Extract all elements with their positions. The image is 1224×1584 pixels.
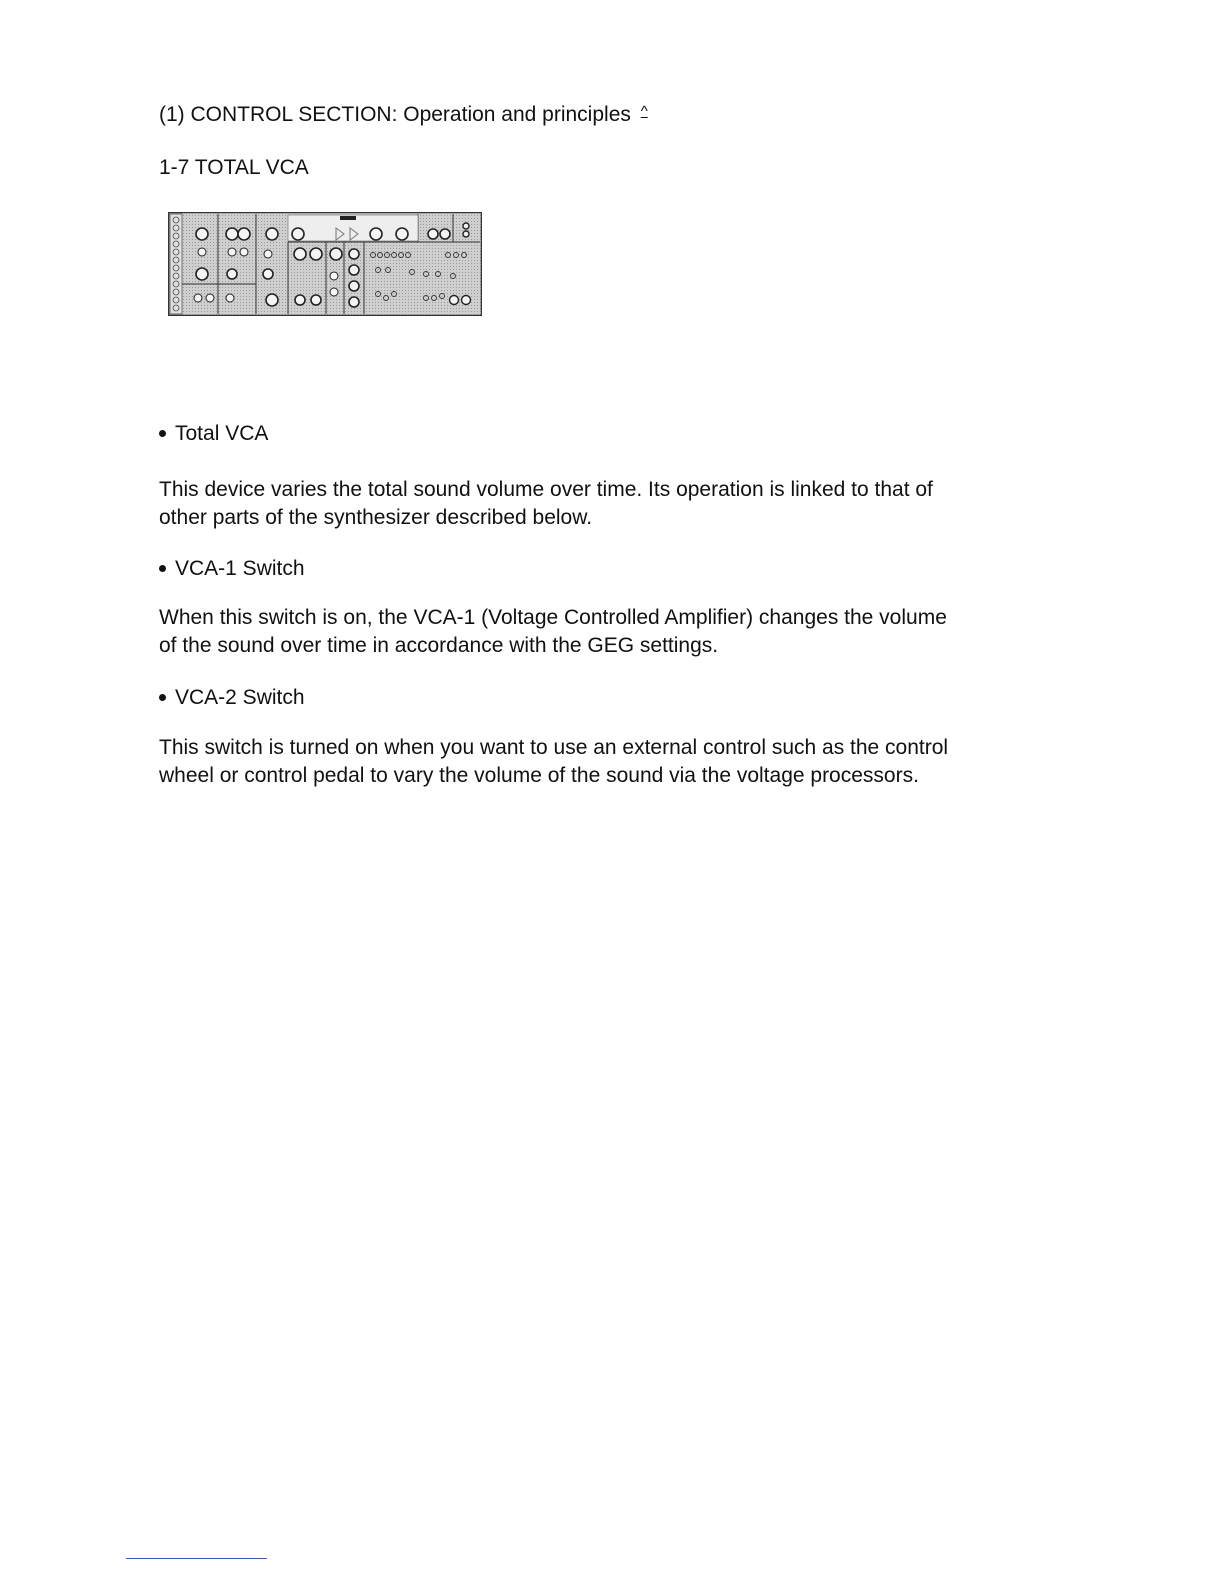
bullet-icon xyxy=(159,565,166,572)
section-title: 1-7 TOTAL VCA xyxy=(159,156,309,179)
description-line: other parts of the synthesizer described below. xyxy=(159,506,593,529)
page-title: (1) CONTROL SECTION: Operation and principles xyxy=(159,103,631,126)
synth-panel-illustration xyxy=(168,212,482,316)
item-heading-label: VCA-1 Switch xyxy=(175,557,305,580)
item-heading-total-vca xyxy=(159,420,268,448)
description-line: This switch is turned on when you want to use an external control such as the control xyxy=(159,736,949,759)
bullet-icon xyxy=(159,694,166,701)
description-line: wheel or control pedal to vary the volume of the sound via the voltage processors. xyxy=(159,764,919,787)
bullet-icon xyxy=(159,430,166,437)
item-heading-label: Total VCA xyxy=(175,422,269,445)
footer-rule xyxy=(126,1558,267,1559)
item-heading-label: VCA-2 Switch xyxy=(175,686,305,709)
description-line: of the sound over time in accordance with the GEG settings. xyxy=(159,634,719,657)
item-heading-vca-2-switch xyxy=(159,684,305,712)
page-heading xyxy=(159,101,648,131)
item-description-total-vca xyxy=(159,476,1039,532)
item-heading-vca-1-switch xyxy=(159,555,305,583)
item-description-vca-1-switch xyxy=(159,604,1039,660)
description-line: When this switch is on, the VCA-1 (Voltage Controlled Amplifier) changes the volume xyxy=(159,606,947,629)
description-line: This device varies the total sound volume over time. Its operation is linked to that of xyxy=(159,478,933,501)
back-to-top-link[interactable]: ^ xyxy=(640,103,648,120)
item-description-vca-2-switch xyxy=(159,734,1039,790)
